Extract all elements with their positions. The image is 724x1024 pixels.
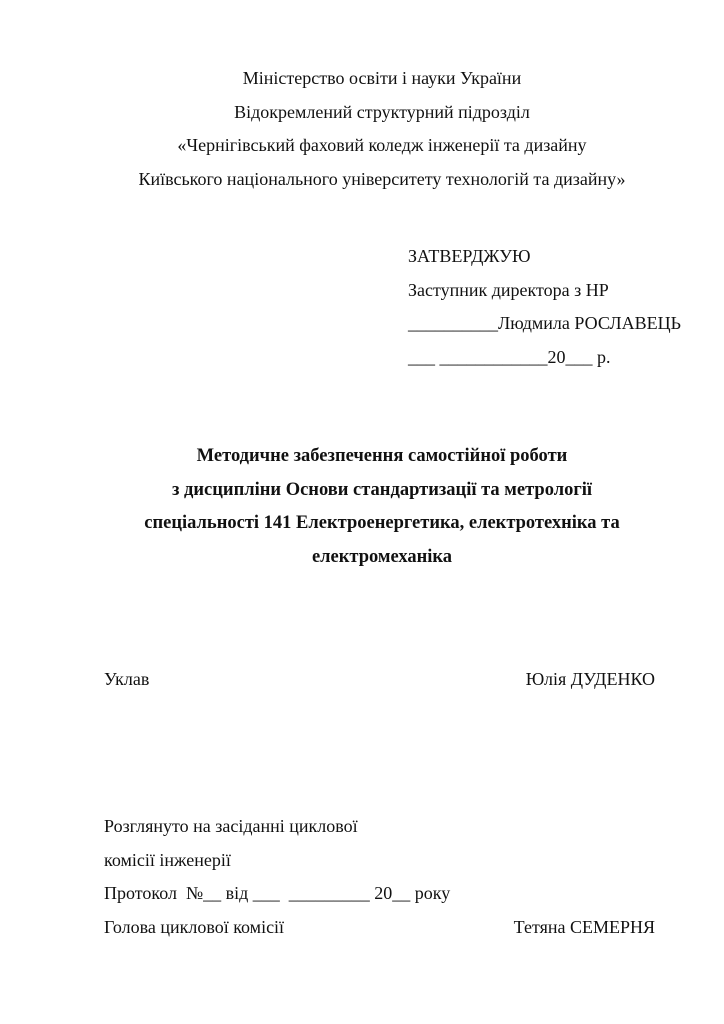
approval-stamp: ЗАТВЕРДЖУЮ [408, 246, 531, 266]
title-line-1: Методичне забезпечення самостійної роботи [196, 446, 568, 466]
title-line-4: електромеханіка [311, 546, 453, 567]
header-line-ministry: Міністерство освіти і науки України [242, 68, 522, 88]
approval-signature-line: __________Людмила РОСЛАВЕЦЬ [408, 313, 681, 333]
approval-block [408, 240, 681, 374]
approval-date-line: ___ ____________20___ р. [408, 346, 611, 367]
title-line-2: з дисципліни Основи стандартизації та метрології [171, 479, 593, 500]
document-title [104, 440, 660, 574]
chair-name: Тетяна СЕМЕРНЯ [513, 916, 655, 937]
review-line-2: комісії інженерії [104, 849, 231, 870]
author-name: Юлія ДУДЕНКО [525, 669, 655, 689]
author-label: Уклав [104, 669, 150, 689]
review-protocol-line: Протокол №__ від ___ _________ 20__ року [104, 883, 451, 903]
header-line-college: «Чернігівський фаховий коледж інженерії та дизайну [177, 135, 587, 155]
title-line-3: спеціальності 141 Електроенергетика, електротехніка та [144, 513, 620, 533]
approval-position: Заступник директора з НР [408, 279, 609, 300]
header-line-subdivision: Відокремлений структурний підрозділ [234, 101, 530, 122]
header-line-university: Київського національного університету технологій та дизайну» [138, 168, 626, 189]
ministry-header [104, 62, 660, 196]
chair-label: Голова циклової комісії [104, 916, 285, 937]
chair-row [104, 911, 655, 945]
review-line-1: Розглянуто на засіданні циклової [104, 816, 358, 836]
review-block [104, 810, 655, 944]
author-row [104, 663, 655, 697]
